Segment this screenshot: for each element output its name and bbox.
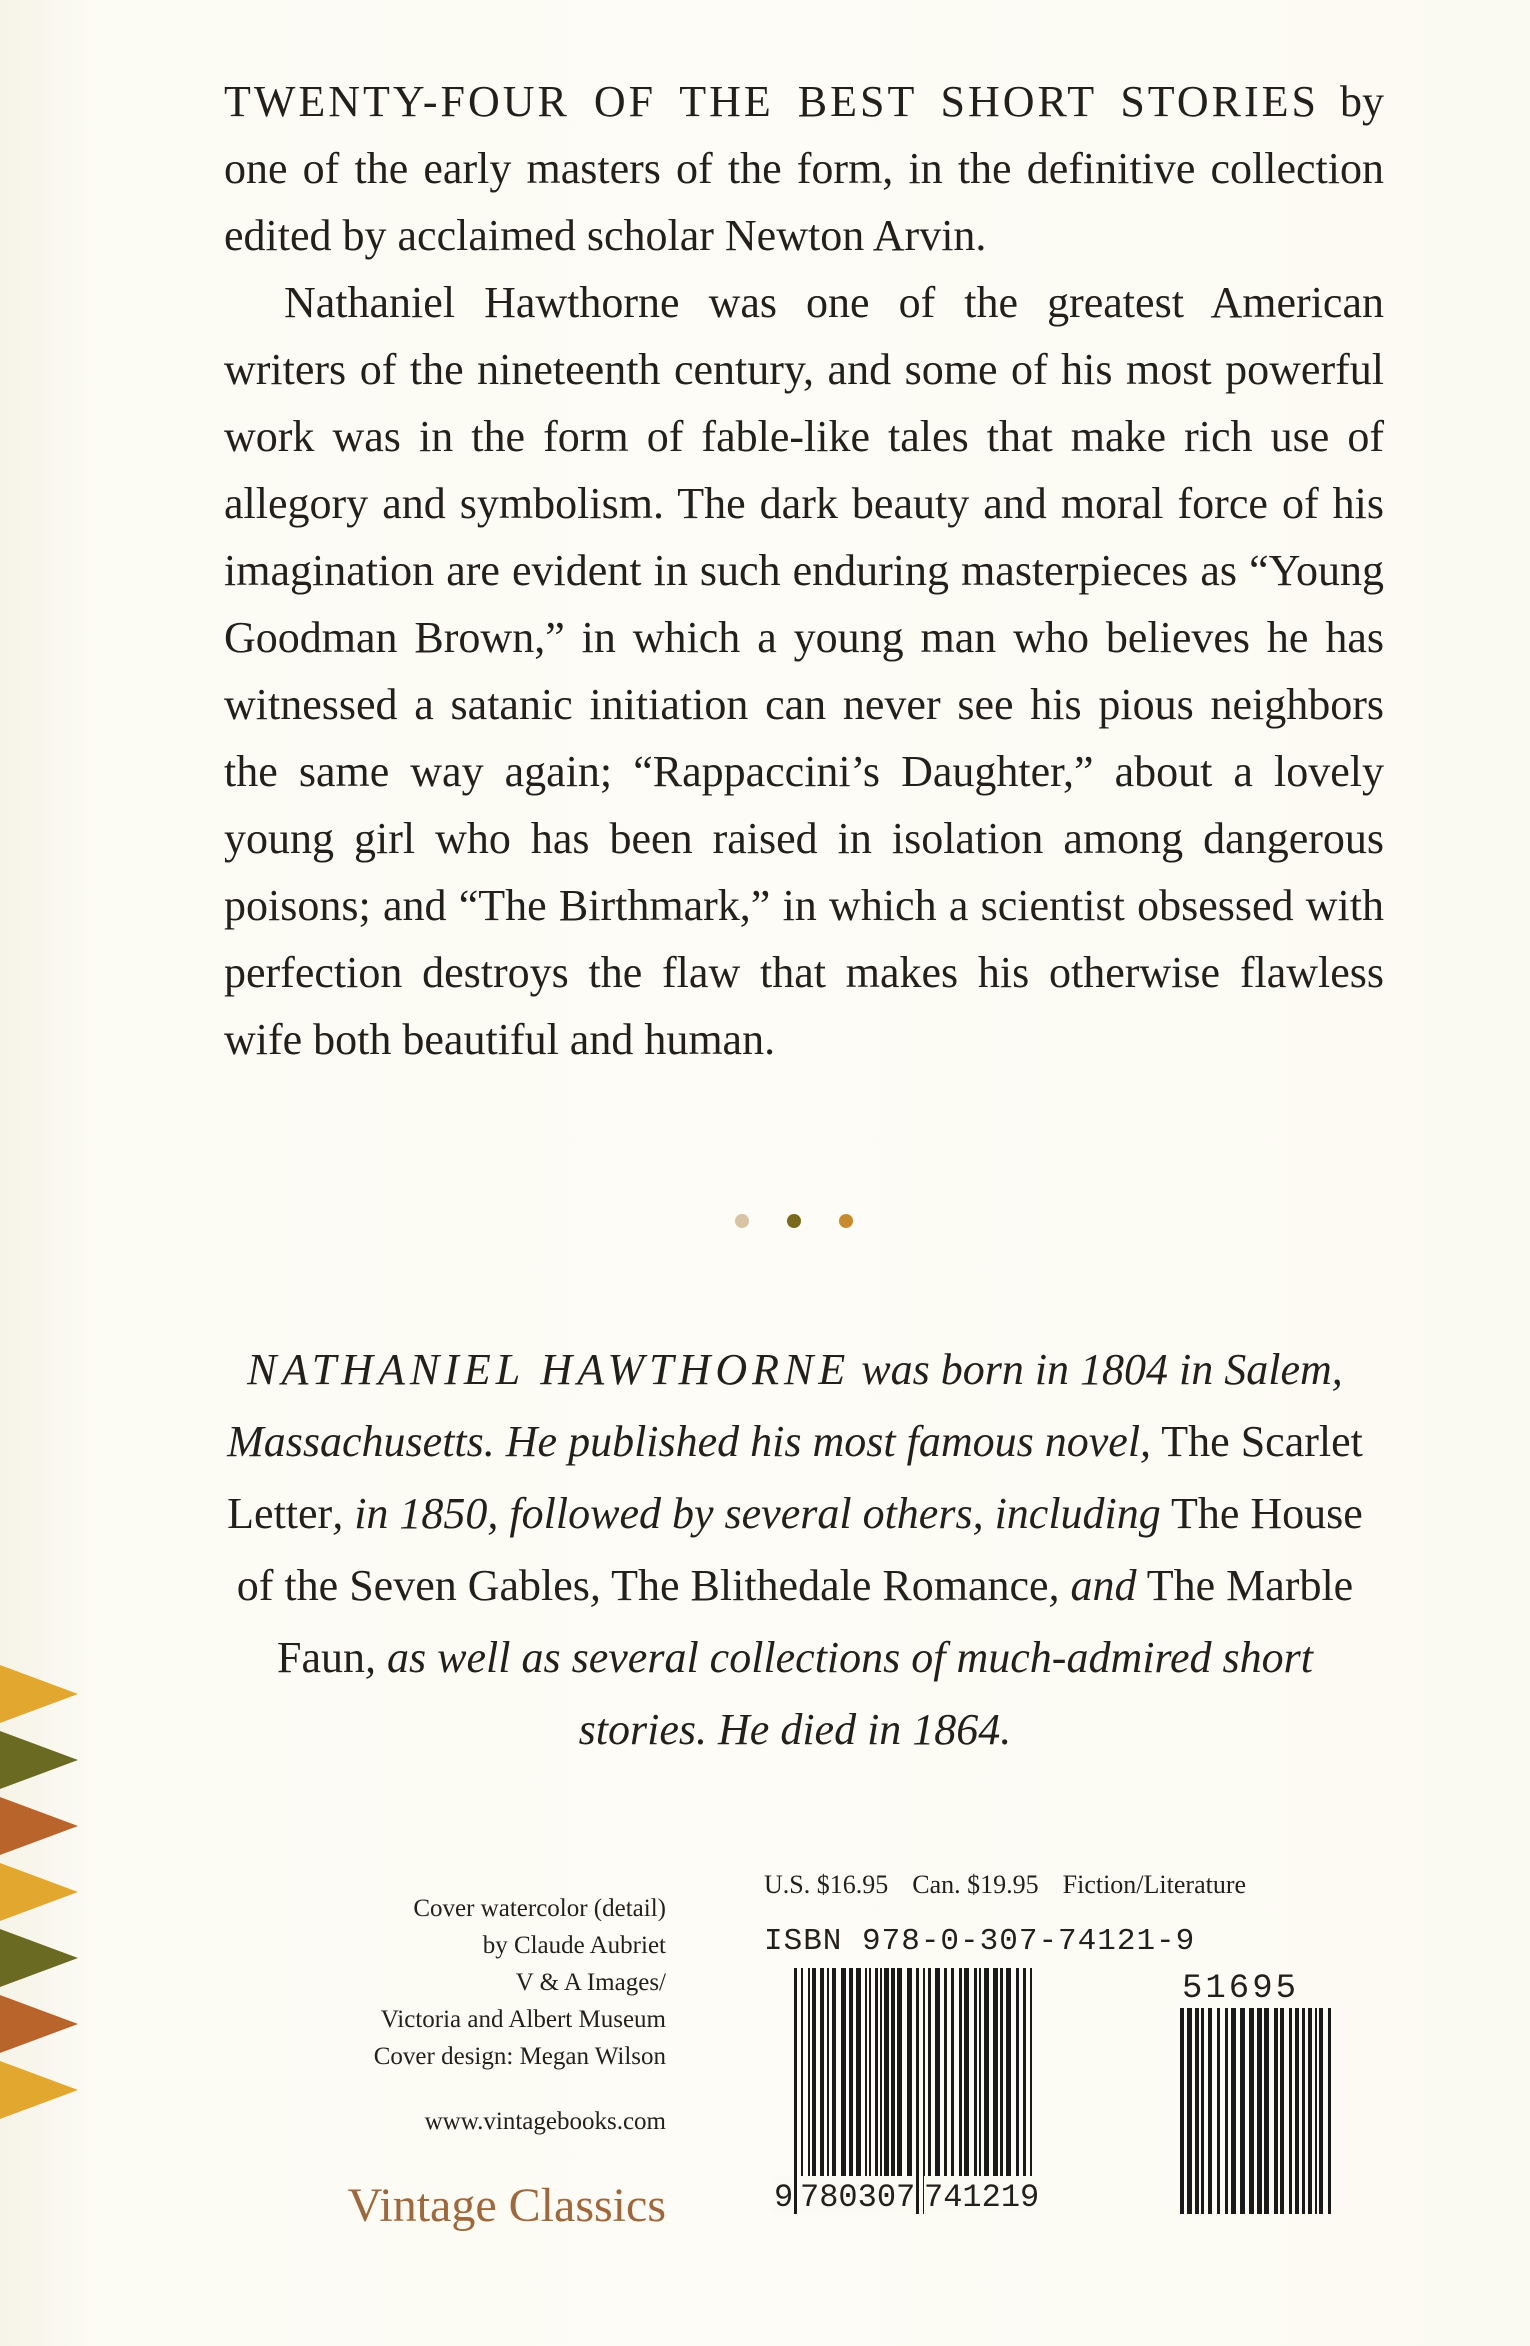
isbn-number: ISBN 978-0-307-74121-9 xyxy=(764,1924,1196,1959)
credit-line: Cover watercolor (detail) xyxy=(413,1895,666,1922)
bio-and: and xyxy=(1070,1561,1137,1610)
section-divider xyxy=(735,1210,855,1230)
barcode-bar xyxy=(1225,2008,1228,2214)
synopsis-body: Nathaniel Hawthorne was one of the greatest American writers of the nineteenth century, and some of his most powerful work was in the form of fable-like tales that make rich use of allegory and symbolism. The dark beauty and moral force of his imagination are evident in such enduring masterpieces as “Young Goodman Brown,” in which a young man who believes he has witnessed a satanic initiation can never see his pious neighbors the same way again; “Rappaccini’s Daughter,” about a lovely young girl who has been raised in isolation among dangerous poisons; and “The Birthmark,” in which a scientist obsessed with perfection destroys the flaw that makes his otherwise flawless wife both beautiful and human. xyxy=(224,278,1384,1064)
barcode-bar xyxy=(1295,2008,1299,2214)
divider-dot xyxy=(735,1214,749,1228)
book-title-blithedale: The Blithedale Romance xyxy=(611,1561,1049,1610)
credit-line: Cover design: Megan Wilson xyxy=(373,2043,666,2070)
barcode-bar xyxy=(1328,2008,1331,2214)
price-line xyxy=(764,1870,1324,1900)
synopsis-lead-caps: TWENTY-FOUR OF THE BEST SHORT STORIES xyxy=(224,77,1320,126)
synopsis-lead-rest: by one of the early masters of the form, in the definitive collection edited by acclaimed scholar Newton Arvin. xyxy=(224,77,1384,260)
triangle xyxy=(0,2061,78,2119)
publisher-url: www.vintagebooks.com xyxy=(424,2108,666,2135)
barcode-bar xyxy=(1249,2008,1254,2214)
barcode-bar xyxy=(1308,2008,1312,2214)
barcode-bar xyxy=(1180,2008,1184,2214)
author-bio-closing: , as well as several collections of much-admired short stories. He died in 1864. xyxy=(365,1633,1313,1754)
divider-dot xyxy=(839,1214,853,1228)
barcode-bar xyxy=(916,1968,919,2214)
barcode-addon-bars xyxy=(1180,2008,1331,2214)
us-price: U.S. $16.95 xyxy=(764,1870,889,1899)
divider-dot xyxy=(787,1214,801,1228)
barcode-addon-digits: 51695 xyxy=(1182,1970,1300,2008)
author-bio-born: was born in 1804 in Salem, Massachusetts. He published his most famous novel, xyxy=(227,1345,1343,1466)
barcode-bar xyxy=(1257,2008,1262,2214)
canada-price: Can. $19.95 xyxy=(912,1870,1039,1899)
bio-separator: , xyxy=(1048,1561,1060,1610)
triangle xyxy=(0,1863,78,1921)
triangle-group xyxy=(0,1665,78,2119)
book-title-scarlet-letter: The Scarlet Letter xyxy=(227,1417,1363,1538)
category: Fiction/Literature xyxy=(1062,1870,1247,1899)
imprint-logo: Vintage Classics xyxy=(347,2179,666,2232)
credit-line: Victoria and Albert Museum xyxy=(380,2006,666,2033)
synopsis-lead-paragraph xyxy=(224,68,1384,269)
author-name: NATHANIEL HAWTHORNE xyxy=(247,1345,851,1394)
barcode-bar xyxy=(1187,2008,1192,2214)
barcode-bar xyxy=(1280,2008,1284,2214)
triangle xyxy=(0,1929,78,1987)
barcode-bar xyxy=(1289,2008,1292,2214)
barcode-bar xyxy=(1319,2008,1323,2214)
barcode-bar xyxy=(1195,2008,1199,2214)
barcode-bar xyxy=(1302,2008,1305,2214)
barcode-bar xyxy=(1231,2008,1236,2214)
synopsis xyxy=(224,68,1384,1073)
barcode-bar xyxy=(1201,2008,1204,2214)
author-bio xyxy=(210,1334,1380,1766)
triangle xyxy=(0,1731,78,1789)
barcode-bar xyxy=(1208,2008,1212,2214)
bio-separator: , xyxy=(589,1561,601,1610)
barcode-group1-digits: 780307 xyxy=(800,2179,916,2214)
cover-credits xyxy=(300,1890,666,2075)
author-bio-others: , in 1850, followed by several others, including xyxy=(332,1489,1161,1538)
barcode-bar xyxy=(1274,2008,1278,2214)
book-title-marble-faun: The Marble Faun xyxy=(277,1561,1354,1682)
book-title-seven-gables: The House of the Seven Gables xyxy=(236,1489,1363,1610)
barcode-prefix-digit: 9 xyxy=(774,2179,794,2214)
triangle xyxy=(0,1665,78,1723)
barcode-bar xyxy=(1240,2008,1245,2214)
cover-art-triangle-strip xyxy=(0,1665,90,2125)
barcode-bar xyxy=(1217,2008,1220,2214)
barcode xyxy=(764,1964,1334,2214)
barcode-bar xyxy=(794,1968,797,2214)
barcode-bar xyxy=(1315,2008,1317,2214)
barcode-bar xyxy=(1264,2008,1269,2214)
barcode-group2-digits: 741219 xyxy=(924,2179,1040,2214)
credit-line: V & A Images/ xyxy=(515,1969,666,1996)
credit-line: by Claude Aubriet xyxy=(482,1932,666,1959)
triangle xyxy=(0,1995,78,2053)
triangle xyxy=(0,1797,78,1855)
